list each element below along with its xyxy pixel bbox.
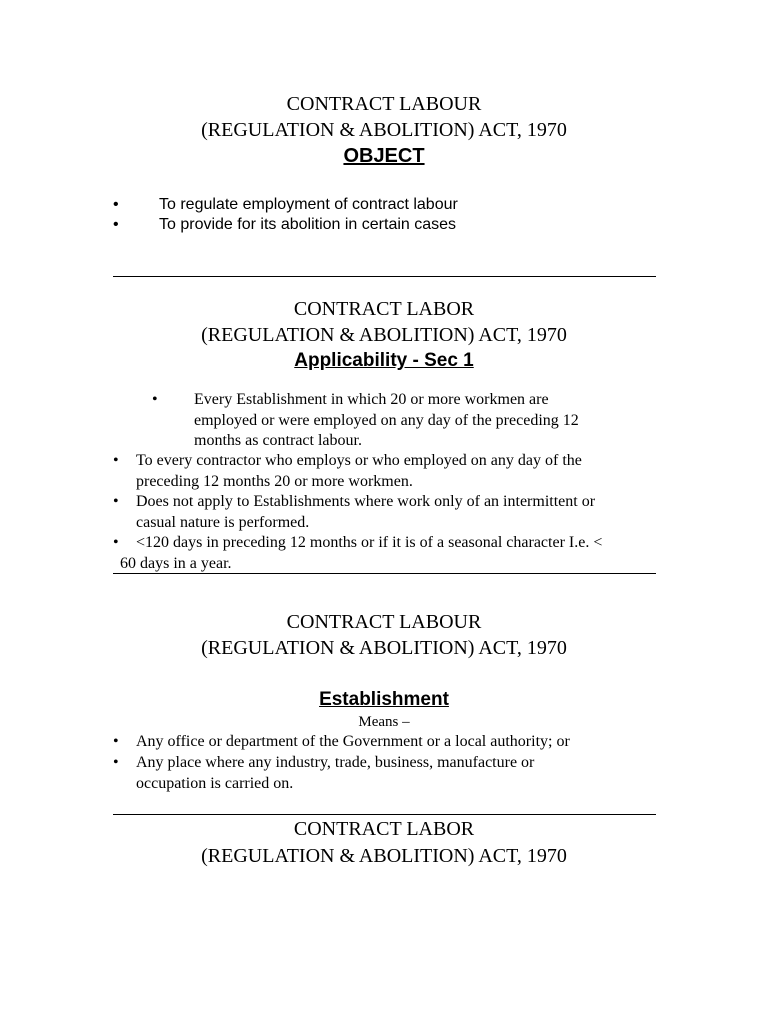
section2-bullet-4-line1: <120 days in preceding 12 months or if it is of a seasonal character I.e. < [136,534,603,551]
section1-bullet-2-text: To provide for its abolition in certain cases [159,216,457,233]
bullet-dot: • [113,216,119,233]
section3-title-line1: CONTRACT LABOUR [286,611,482,633]
section-divider [113,276,656,277]
section3-means: Means – [358,714,410,730]
section3-heading-establishment: Establishment [319,689,449,710]
section2-bullet-3-line1: Does not apply to Establishments where work only of an intermittent or [136,493,596,510]
section4-title-line1: CONTRACT LABOR [293,818,475,840]
section2-bullet-4-line2: 60 days in a year. [120,554,232,572]
bullet-dot: • [152,391,158,408]
bullet-dot: • [113,452,119,469]
section1-title-line1: CONTRACT LABOUR [286,93,482,115]
section2-heading-applicability: Applicability - Sec 1 [294,350,474,371]
section-divider [113,573,656,574]
section2-bullet-3-line2: casual nature is performed. [136,513,310,531]
section2-title-line2: (REGULATION & ABOLITION) ACT, 1970 [201,324,567,346]
section3-title-line2: (REGULATION & ABOLITION) ACT, 1970 [201,637,567,659]
section2-bullet-1-line3: months as contract labour. [194,432,362,449]
bullet-dot: • [113,493,119,510]
bullet-dot: • [113,733,119,750]
bullet-dot: • [113,196,119,213]
section1-heading-object: OBJECT [343,145,425,167]
section3-bullet-1-line1: Any office or department of the Government or a local authority; or [136,733,570,750]
bullet-dot: • [113,534,119,551]
section1-title-line2: (REGULATION & ABOLITION) ACT, 1970 [201,119,567,141]
section-divider [113,814,656,815]
section3-bullet-2-line2: occupation is carried on. [136,774,294,792]
section2-bullet-2-line1: To every contractor who employs or who employed on any day of the [136,452,582,469]
section2-bullet-1-line2: employed or were employed on any day of the preceding 12 [194,411,579,429]
section4-title-line2: (REGULATION & ABOLITION) ACT, 1970 [201,845,567,867]
section3-bullet-2-line1: Any place where any industry, trade, business, manufacture or [136,754,535,771]
section1-bullet-1-text: To regulate employment of contract labour [159,196,458,213]
bullet-dot: • [113,754,119,771]
section2-title-line1: CONTRACT LABOR [293,298,475,320]
section2-bullet-2-line2: preceding 12 months 20 or more workmen. [136,472,413,490]
section2-bullet-1-line1: Every Establishment in which 20 or more workmen are [194,391,549,408]
